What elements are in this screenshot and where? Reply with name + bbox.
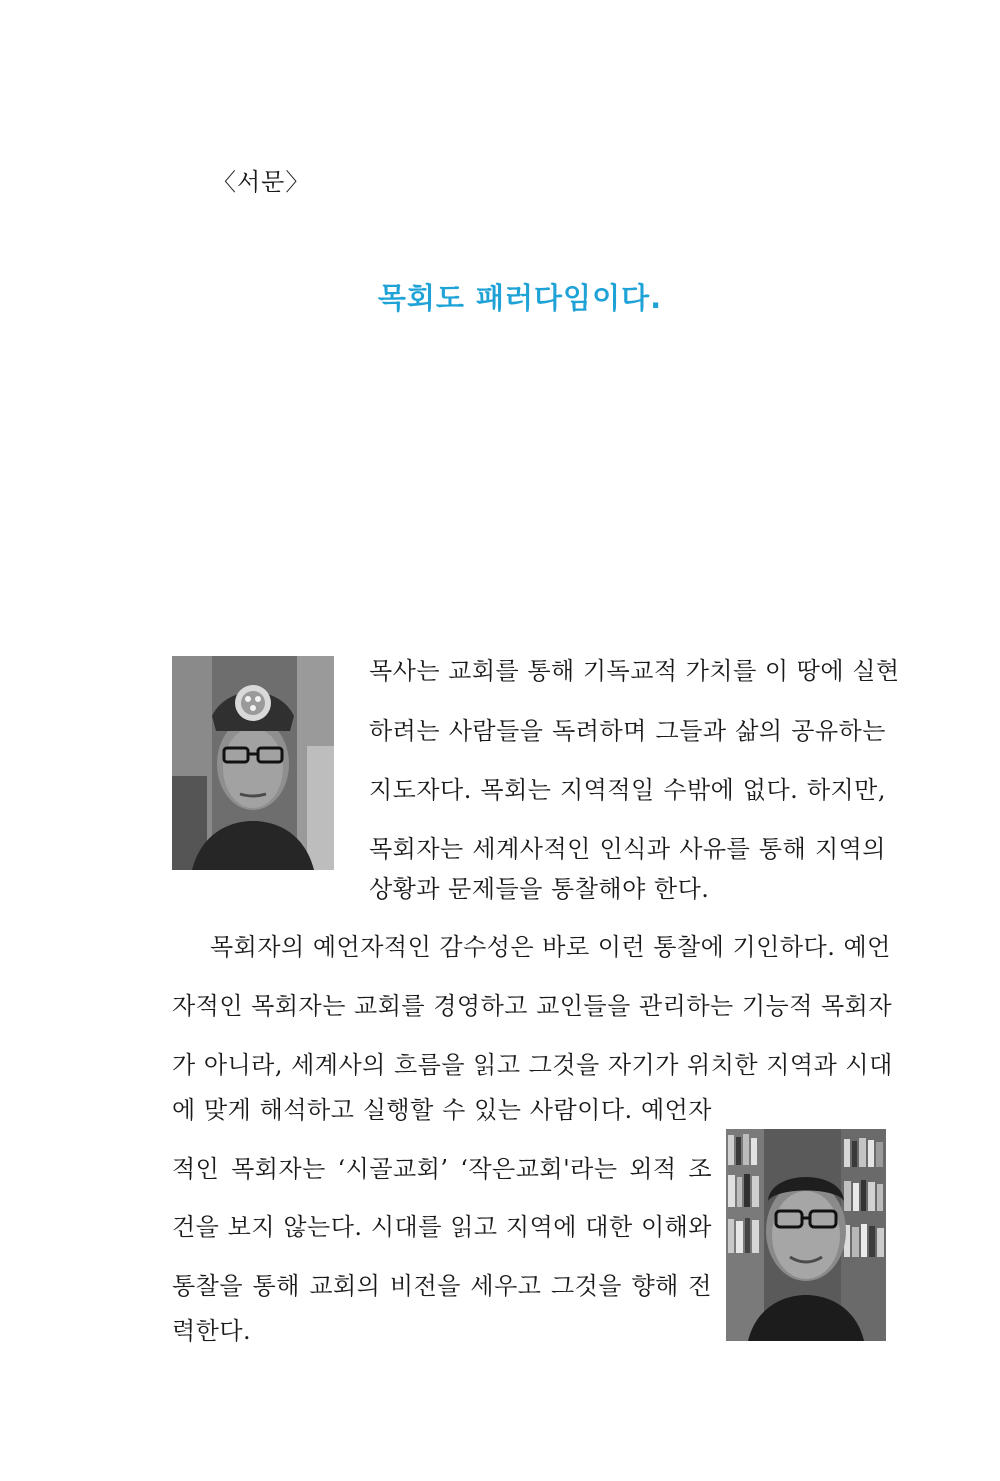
author-photo-bookshelf bbox=[726, 1129, 886, 1341]
body-text-line: 통찰을 통해 교회의 비전을 세우고 그것을 향해 전 bbox=[172, 1272, 712, 1300]
body-text-line: 상황과 문제들을 통찰해야 한다. bbox=[369, 875, 710, 903]
author-photo-headlamp bbox=[172, 656, 334, 870]
body-text-line: 력한다. bbox=[172, 1317, 252, 1345]
body-text-line: 목사는 교회를 통해 기독교적 가치를 이 땅에 실현 bbox=[369, 657, 900, 685]
body-text-line: 하려는 사람들을 독려하며 그들과 삶의 공유하는 bbox=[369, 717, 886, 745]
body-text-line: 가 아니라, 세계사의 흐름을 읽고 그것을 자기가 위치한 지역과 시대 bbox=[172, 1051, 893, 1079]
body-text-line: 지도자다. 목회는 지역적일 수밖에 없다. 하지만, bbox=[369, 776, 886, 804]
page-title: 목회도 패러다임이다. bbox=[377, 281, 663, 315]
body-text-line: 적인 목회자는 ‘시골교회’ ‘작은교회'라는 외적 조 bbox=[172, 1155, 712, 1183]
body-text-line: 건을 보지 않는다. 시대를 읽고 지역에 대한 이해와 bbox=[172, 1213, 712, 1241]
body-text-line: 목회자의 예언자적인 감수성은 바로 이런 통찰에 기인하다. 예언 bbox=[210, 933, 891, 961]
section-label: 〈서문〉 bbox=[212, 168, 311, 196]
body-text-line: 목회자는 세계사적인 인식과 사유를 통해 지역의 bbox=[369, 835, 886, 863]
body-text-line: 자적인 목회자는 교회를 경영하고 교인들을 관리하는 기능적 목회자 bbox=[172, 992, 893, 1020]
body-text-line: 에 맞게 해석하고 실행할 수 있는 사람이다. 예언자 bbox=[172, 1096, 712, 1124]
